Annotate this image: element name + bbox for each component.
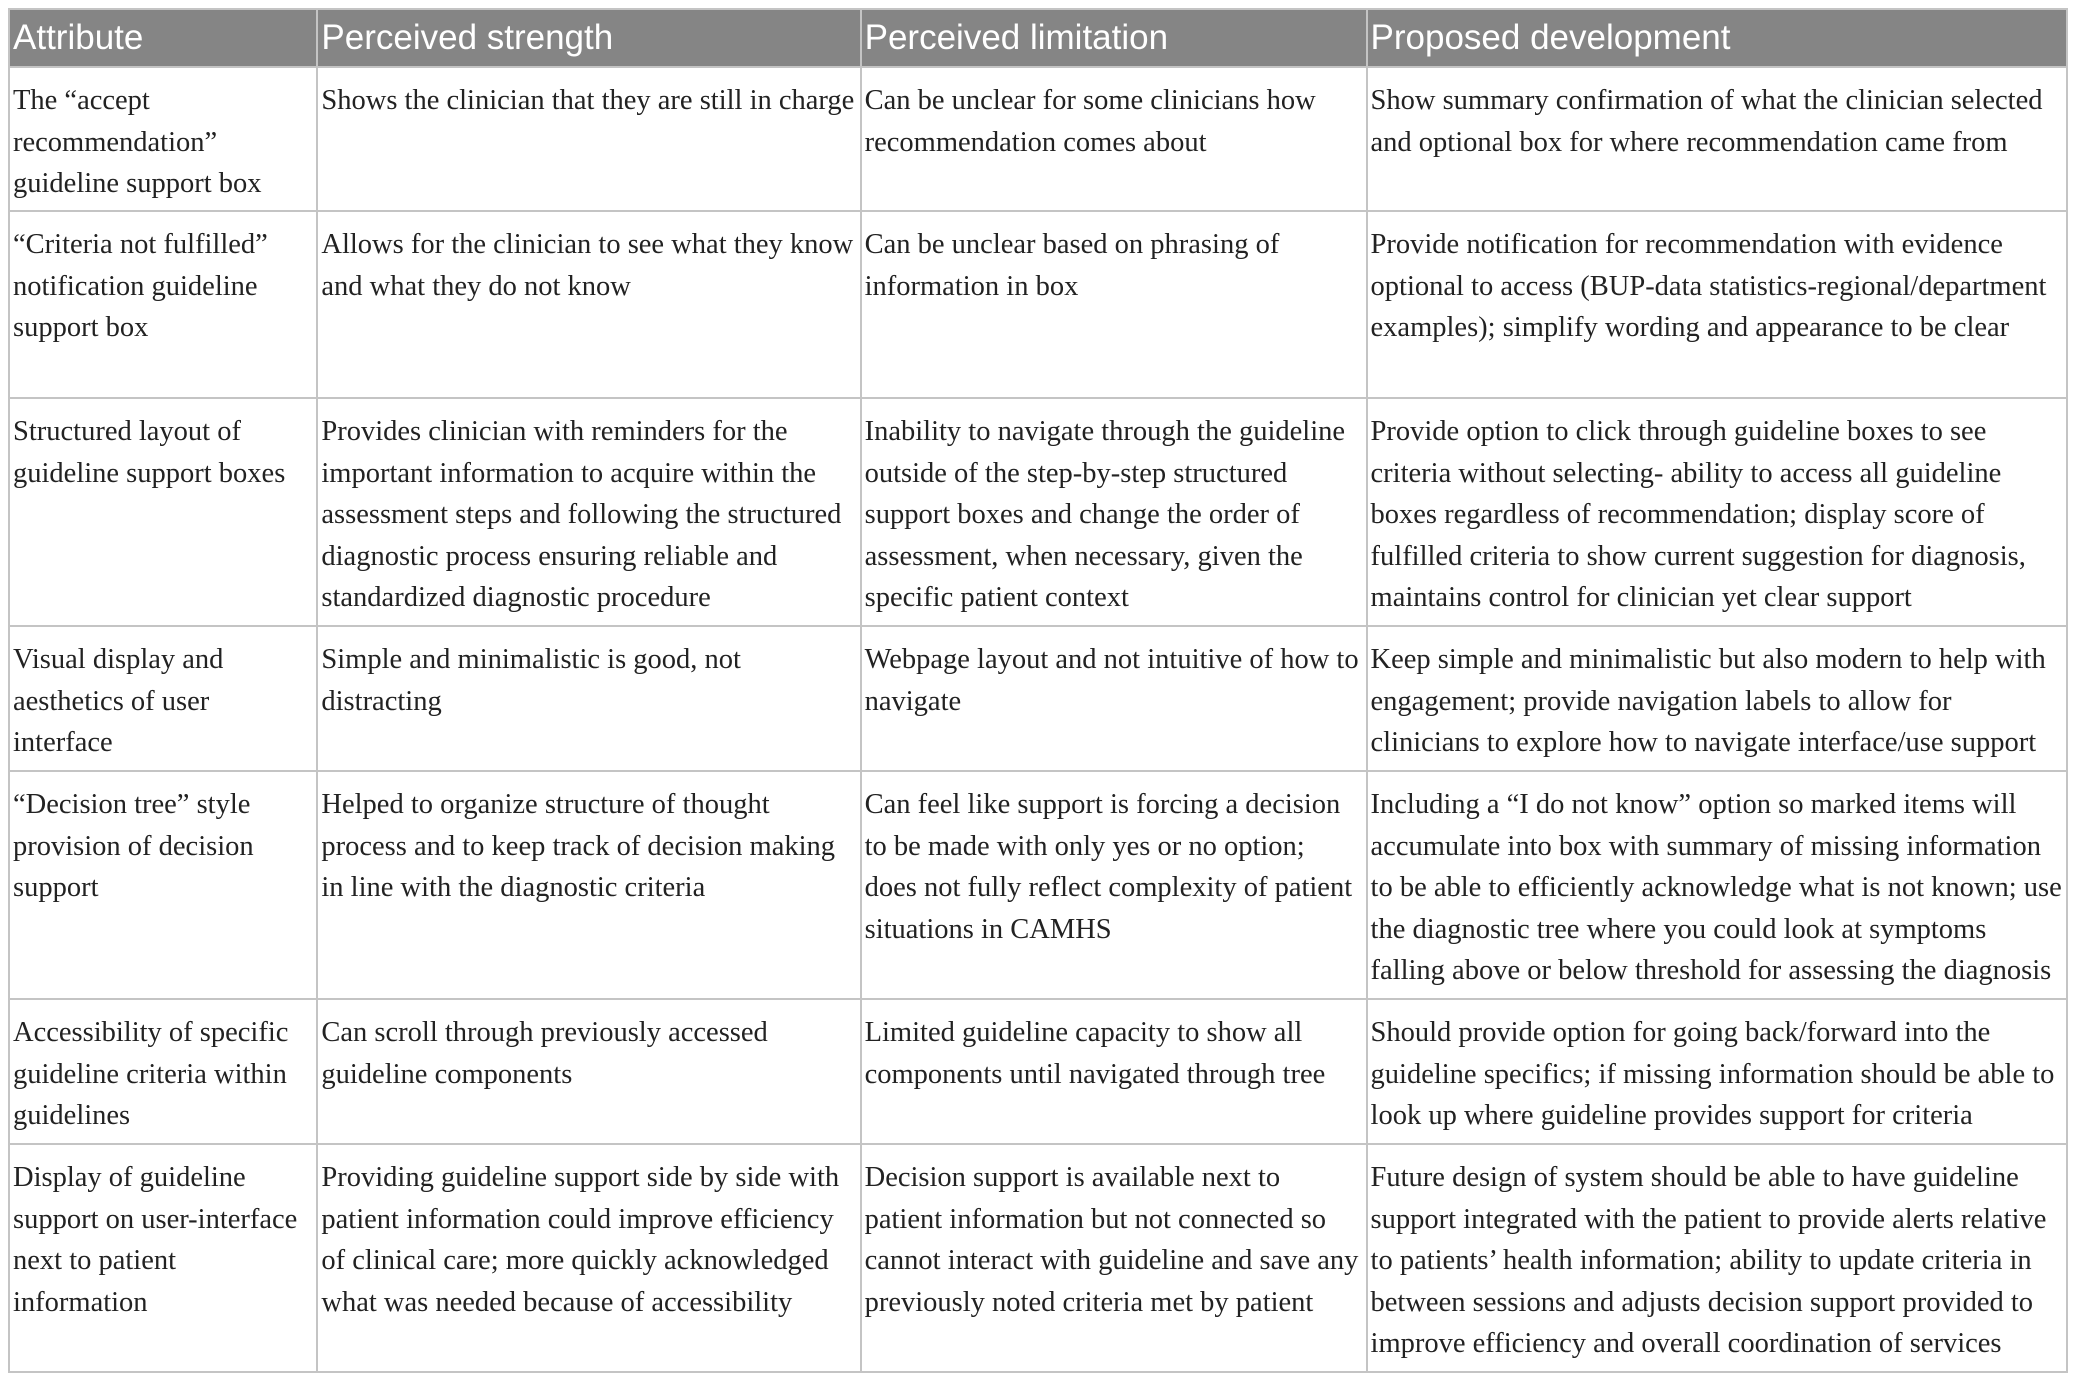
cell-strength: Providing guideline support side by side with patient information could improve efficiency of clinical care; more quickly acknowledged what was needed because of accessibility: [317, 1144, 860, 1372]
table-row: [9, 626, 2067, 771]
cell-attribute: Visual display and aesthetics of user interface: [9, 626, 317, 771]
cell-development: Provide notification for recommendation with evidence optional to access (BUP-data statistics-regional/department examples); simplify wording and appearance to be clear: [1367, 211, 2067, 398]
header-attribute: Attribute: [9, 9, 317, 67]
cell-development: Future design of system should be able to have guideline support integrated with the patient to provide alerts relative to patients’ health information; ability to update criteria in between sessions and adjusts decision support provided to improve efficiency and overall coordination of services: [1367, 1144, 2067, 1372]
cell-development: Keep simple and minimalistic but also modern to help with engagement; provide navigation labels to allow for clinicians to explore how to navigate interface/use support: [1367, 626, 2067, 771]
cell-strength: Allows for the clinician to see what they know and what they do not know: [317, 211, 860, 398]
cell-limitation: Can be unclear based on phrasing of information in box: [861, 211, 1367, 398]
cell-attribute: Structured layout of guideline support boxes: [9, 398, 317, 626]
cell-attribute: “Decision tree” style provision of decision support: [9, 771, 317, 999]
cell-limitation: Webpage layout and not intuitive of how to navigate: [861, 626, 1367, 771]
table-row: [9, 1144, 2067, 1372]
cell-attribute: The “accept recommendation” guideline support box: [9, 67, 317, 211]
cell-development: Should provide option for going back/forward into the guideline specifics; if missing information should be able to look up where guideline provides support for criteria: [1367, 999, 2067, 1144]
cell-development: Including a “I do not know” option so marked items will accumulate into box with summary of missing information to be able to efficiently acknowledge what is not known; use the diagnostic tree where you could look at symptoms falling above or below threshold for assessing the diagnosis: [1367, 771, 2067, 999]
table-row: [9, 67, 2067, 211]
guideline-attributes-table: [8, 8, 2068, 1373]
header-perceived-limitation: Perceived limitation: [861, 9, 1367, 67]
cell-limitation: Can be unclear for some clinicians how recommendation comes about: [861, 67, 1367, 211]
table-header-row: [9, 9, 2067, 67]
cell-limitation: Inability to navigate through the guideline outside of the step-by-step structured support boxes and change the order of assessment, when necessary, given the specific patient context: [861, 398, 1367, 626]
table-row: [9, 999, 2067, 1144]
cell-strength: Helped to organize structure of thought process and to keep track of decision making in line with the diagnostic criteria: [317, 771, 860, 999]
cell-attribute: Accessibility of specific guideline criteria within guidelines: [9, 999, 317, 1144]
cell-limitation: Can feel like support is forcing a decision to be made with only yes or no option; does not fully reflect complexity of patient situations in CAMHS: [861, 771, 1367, 999]
cell-development: Provide option to click through guideline boxes to see criteria without selecting- ability to access all guideline boxes regardless of recommendation; display score of fulfilled criteria to show current suggestion for diagnosis, maintains control for clinician yet clear support: [1367, 398, 2067, 626]
cell-development: Show summary confirmation of what the clinician selected and optional box for where recommendation came from: [1367, 67, 2067, 211]
cell-strength: Provides clinician with reminders for the important information to acquire within the assessment steps and following the structured diagnostic process ensuring reliable and standardized diagnostic procedure: [317, 398, 860, 626]
header-perceived-strength: Perceived strength: [317, 9, 860, 67]
table-row: [9, 211, 2067, 398]
table-row: [9, 771, 2067, 999]
cell-attribute: “Criteria not fulfilled” notification guideline support box: [9, 211, 317, 398]
cell-limitation: Limited guideline capacity to show all components until navigated through tree: [861, 999, 1367, 1144]
header-proposed-development: Proposed development: [1367, 9, 2067, 67]
cell-strength: Shows the clinician that they are still in charge: [317, 67, 860, 211]
cell-strength: Can scroll through previously accessed guideline components: [317, 999, 860, 1144]
cell-attribute: Display of guideline support on user-interface next to patient information: [9, 1144, 317, 1372]
cell-limitation: Decision support is available next to patient information but not connected so cannot interact with guideline and save any previously noted criteria met by patient: [861, 1144, 1367, 1372]
cell-strength: Simple and minimalistic is good, not distracting: [317, 626, 860, 771]
table-row: [9, 398, 2067, 626]
